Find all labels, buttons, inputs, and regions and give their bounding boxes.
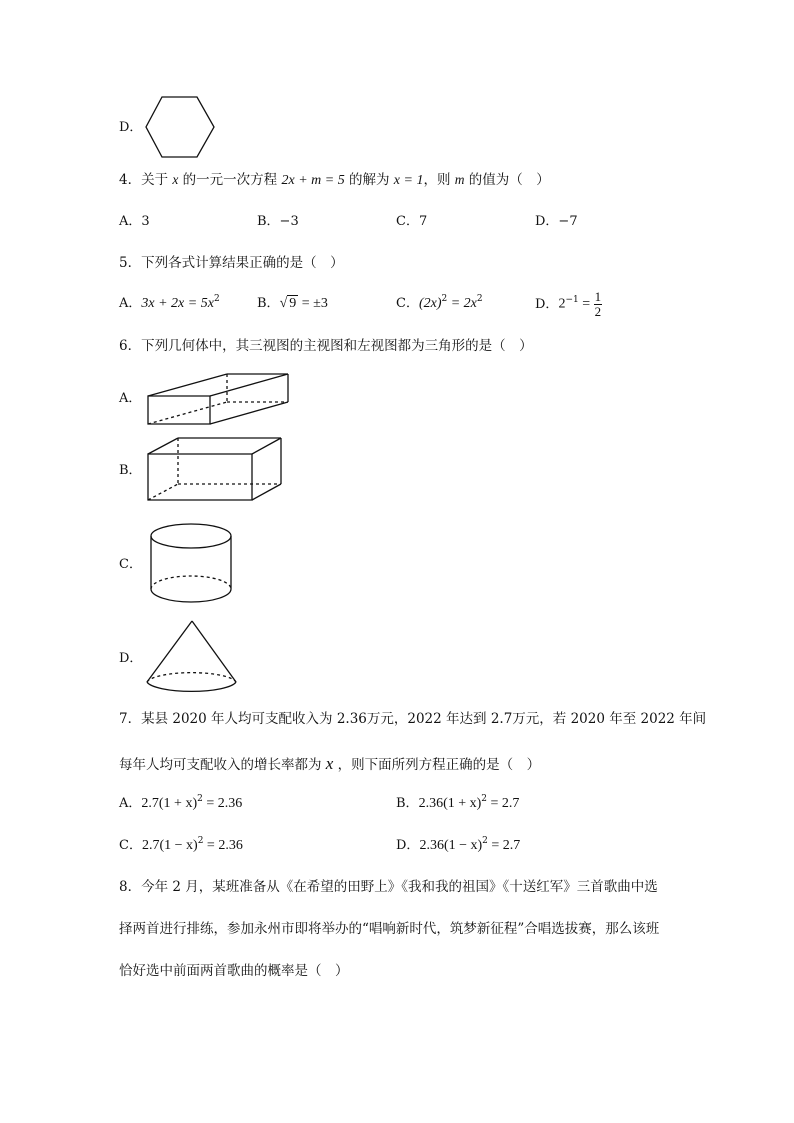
- q6-option-a-label[interactable]: A．: [119, 391, 142, 406]
- question-8-line-1: 8．今年 2 月，某班准备从《在希望的田野上》《我和我的祖国》《十送红军》三首歌曲中选: [119, 879, 658, 895]
- question-5-stem: 5．下列各式计算结果正确的是（ ）: [119, 255, 344, 271]
- question-7-line-1: 7．某县 2020 年人均可支配收入为 2.36万元，2022 年达到 2.7万元，若 2020 年至 2022 年间: [119, 711, 707, 727]
- cone-figure: [145, 619, 240, 695]
- hexagon-figure: [145, 96, 215, 158]
- question-8-line-3: 恰好选中前面两首歌曲的概率是（ ）: [119, 963, 349, 979]
- q4-option-a[interactable]: A．3: [119, 214, 150, 229]
- question-7-line-2: 每年人均可支配收入的增长率都为 x ，则下面所列方程正确的是（ ）: [119, 754, 541, 773]
- q5-option-c[interactable]: C．$(2x)^2 = 2x^2$: [396, 294, 483, 311]
- q4-option-c[interactable]: C．7: [396, 214, 428, 229]
- q3-option-d-label: D．: [119, 120, 143, 135]
- q4-option-d[interactable]: D．−7: [535, 214, 578, 229]
- flat-cuboid-figure: [145, 372, 290, 427]
- q4-option-b[interactable]: B．−3: [257, 214, 299, 229]
- q5-option-a[interactable]: A．$3x + 2x = 5x^2$: [119, 294, 220, 311]
- q6-option-c-label[interactable]: C．: [119, 557, 142, 572]
- cuboid-figure: [145, 436, 285, 502]
- q7-option-c[interactable]: C．$2.7(1 - x)^2 = 2.36$: [119, 836, 243, 853]
- q7-option-d[interactable]: D．$2.36(1 - x)^2 = 2.7$: [396, 836, 521, 853]
- question-8-line-2: 择两首进行排练，参加永州市即将举办的“唱响新时代，筑梦新征程”合唱选拔赛，那么该班: [119, 921, 660, 937]
- q7-option-b[interactable]: B．$2.36(1 + x)^2 = 2.7$: [396, 794, 520, 811]
- q6-option-b-label[interactable]: B．: [119, 463, 142, 478]
- question-6-stem: 6．下列几何体中，其三视图的主视图和左视图都为三角形的是（ ）: [119, 338, 533, 354]
- q7-option-a[interactable]: A．$2.7(1 + x)^2 = 2.36$: [119, 794, 243, 811]
- question-4-stem: 4．关于 x 的一元一次方程 2x + m = 5 的解为 x = 1，则 m 的值为（ ）: [119, 172, 550, 188]
- q5-option-b[interactable]: B．√ 9 = ±3: [257, 296, 328, 311]
- q5-option-d[interactable]: D．$2^{-1}$ = $\frac{1}{2}$: [535, 289, 602, 319]
- cylinder-figure: [150, 523, 234, 605]
- fraction-one-half: $\frac{1}{2}$: [594, 289, 602, 319]
- q6-option-d-label[interactable]: D．: [119, 651, 143, 666]
